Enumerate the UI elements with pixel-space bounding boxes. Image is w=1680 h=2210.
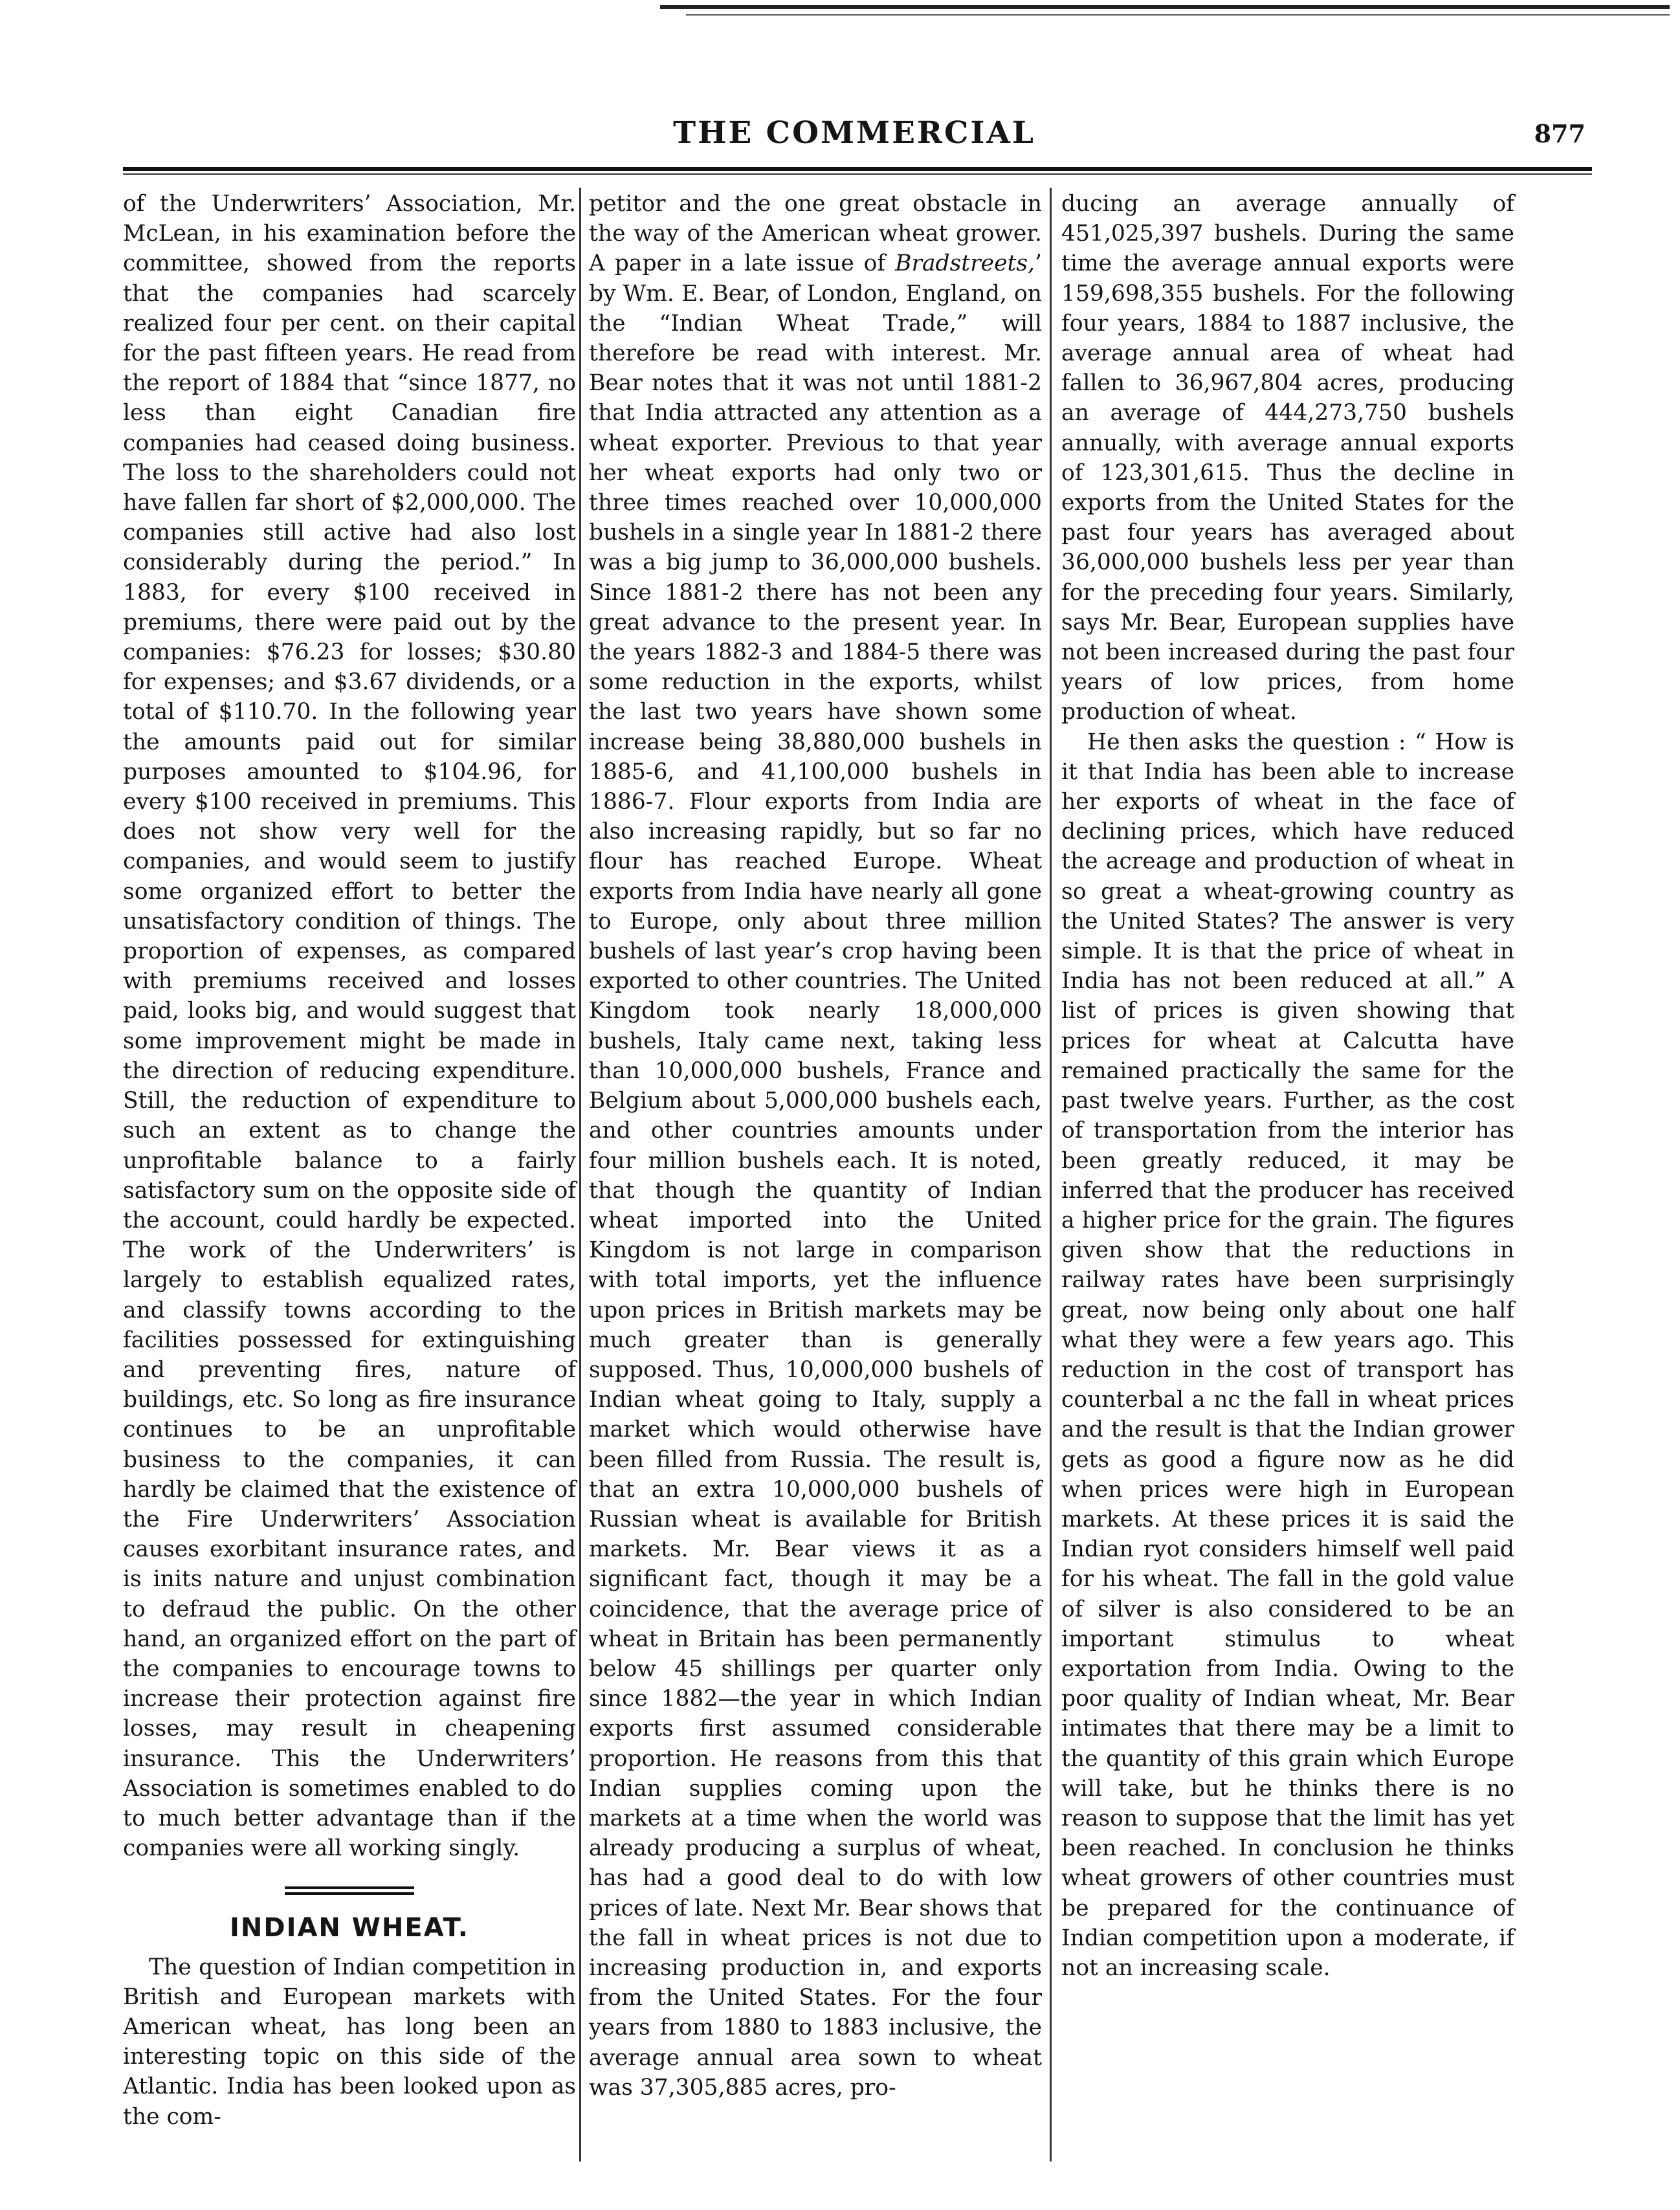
publication-name: Bradstreets, (895, 250, 1035, 277)
column-divider-1 (579, 188, 581, 2161)
column-1 (123, 189, 576, 2132)
top-border-rule (660, 5, 1670, 9)
page-header (123, 115, 1586, 160)
page-number: 877 (1534, 119, 1586, 148)
section-heading: INDIAN WHEAT. (230, 1913, 469, 1943)
page-title: THE COMMERCIAL (673, 115, 1035, 151)
column-divider-2 (1050, 188, 1052, 2161)
paragraph-indian-wheat-intro: The question of Indian competition in British and European markets with American wheat, has long been an interesting topic on this side of the Atlantic. India has been looked upon as the com- (123, 1954, 576, 2130)
paragraph-underwriters: of the Underwriters’ Association, Mr. McLean, in his examination before the committee, showed from the reports that the companies had scarcely realized four per cent. on their capital for the past fifteen years. He read from the report of 1884 that “since 1877, no less than eight Canadian fire companies had ceased doing business. The loss to the shareholders could not have fallen far short of $2,000,000. The companies still active had also lost considerably during the period.” In 1883, for every $100 received in premiums, there were paid out by the companies: $76.23 for losses; $30.80 for expenses; and $3.67 dividends, or a total of $110.70. In the following year the amounts paid out for similar purposes amounted to $104.96, for every $100 received in premiums. This does not show very well for the companies, and would seem to justify some organized effort to better the unsatisfactory condition of things. The proportion of expenses, as compared with premiums received and losses paid, looks big, and would suggest that some improvement might be made in the direction of reducing expenditure. Still, the reduction of expenditure to such an extent as to change the unprofitable balance to a fairly satisfactory sum on the opposite side of the account, could hardly be expected. The work of the Underwriters’ is largely to establish equalized rates, and classify towns according to the facilities possessed for extinguishing and preventing fires, nature of buildings, etc. So long as fire insurance continues to be an unprofitable business to the companies, it can hardly be claimed that the existence of the Fire Underwriters’ Association causes exorbitant insurance rates, and is inits nature and unjust combination to defraud the public. On the other hand, an organized effort on the part of the companies to encourage towns to increase their protection against fire losses, may result in cheapening insurance. This the Underwriters’ Association is sometimes enabled to do to much better advantage than if the companies were all working singly. (123, 191, 576, 1862)
column-3 (1061, 189, 1514, 1983)
paragraph-india-prices: He then asks the question : “ How is it that India has been able to increase her exports of wheat in the face of declining prices, which have reduced the acreage and production of wheat in so great a wheat-growing country as the United States? The answer is very simple. It is that the price of wheat in India has not been reduced at all.” A list of prices is given showing that prices for wheat at Calcutta have remained practically the same for the past twelve years. Further, as the cost of transportation from the interior has been greatly reduced, it may be inferred that the producer has received a higher price for the grain. The figures given show that the reductions in railway rates have been surprisingly great, now being only about one half what they were a few years ago. This reduction in the cost of transport has counterbal a nc the fall in wheat prices and the result is that the Indian grower gets as good a figure now as he did when prices were high in European markets. At these prices it is said the Indian ryot considers himself well paid for his wheat. The fall in the gold value of silver is also considered to be an important stimulus to wheat exportation from India. Owing to the poor quality of Indian wheat, Mr. Bear intimates that there may be a limit to the quantity of this grain which Europe will take, but he thinks there is no reason to suppose that the limit has yet been reached. In conclusion he thinks wheat growers of other countries must be prepared for the continuance of Indian competition upon a moderate, if not an increasing scale. (1061, 729, 1514, 1981)
paragraph-bear-paper: petitor and the one great obstacle in the way of the American wheat grower. A paper in a late issue of Bradstreets,’ by Wm. E. Bear, of London, England, on the “Indian Wheat Trade,” will therefore be read with interest. Mr. Bear notes that it was not until 1881-2 that India attracted any attention as a wheat exporter. Previous to that year her wheat exports had only two or three times reached over 10,000,000 bushels in a single year In 1881-2 there was a big jump to 36,000,000 bushels. Since 1881-2 there has not been any great advance to the present year. In the years 1882-3 and 1884-5 there was some reduction in the exports, whilst the last two years have shown some increase being 38,880,000 bushels in 1885-6, and 41,100,000 bushels in 1886-7. Flour exports from India are also increasing rapidly, but so far no flour has reached Europe. Wheat exports from India have nearly all gone to Europe, only about three million bushels of last year’s crop having been exported to other countries. The United Kingdom took nearly 18,000,000 bushels, Italy came next, taking less than 10,000,000 bushels, France and Belgium about 5,000,000 bushels each, and other countries amounts under four million bushels each. It is noted, that though the quantity of Indian wheat imported into the United Kingdom is not large in comparison with total imports, yet the influence upon prices in British markets may be much greater than is generally supposed. Thus, 10,000,000 bushels of Indian wheat going to Italy, supply a market which would otherwise have been filled from Russia. The result is, that an extra 10,000,000 bushels of Russian wheat is available for British markets. Mr. Bear views it as a significant fact, though it may be a coincidence, that the average price of wheat in Britain has been permanently below 45 shillings per quarter only since 1882—the year in which Indian exports first assumed considerable proportion. He reasons from this that Indian supplies coming upon the markets at a time when the world was already producing a surplus of wheat, has had a good deal to do with low prices of late. Next Mr. Bear shows that the fall in wheat prices is not due to increasing production in, and exports from the United States. For the four years from 1880 to 1883 inclusive, the average annual area sown to wheat was 37,305,885 acres, pro- (589, 191, 1042, 2101)
paragraph-us-exports: ducing an average annually of 451,025,397 bushels. During the same time the average annual exports were 159,698,355 bushels. For the following four years, 1884 to 1887 inclusive, the average annual area of wheat had fallen to 36,967,804 acres, producing an average of 444,273,750 bushels annually, with average annual exports of 123,301,615. Thus the decline in exports from the United States for the past four years has averaged about 36,000,000 bushels less per year than for the preceding four years. Similarly, says Mr. Bear, European supplies have not been increased during the past four years of low prices, from home production of wheat. (1061, 191, 1514, 725)
top-border-rule-thin (686, 14, 1670, 16)
section-separator (285, 1886, 414, 1895)
header-rule-thin (123, 173, 1592, 175)
column-2 (589, 189, 1042, 2103)
header-rule (123, 167, 1592, 171)
